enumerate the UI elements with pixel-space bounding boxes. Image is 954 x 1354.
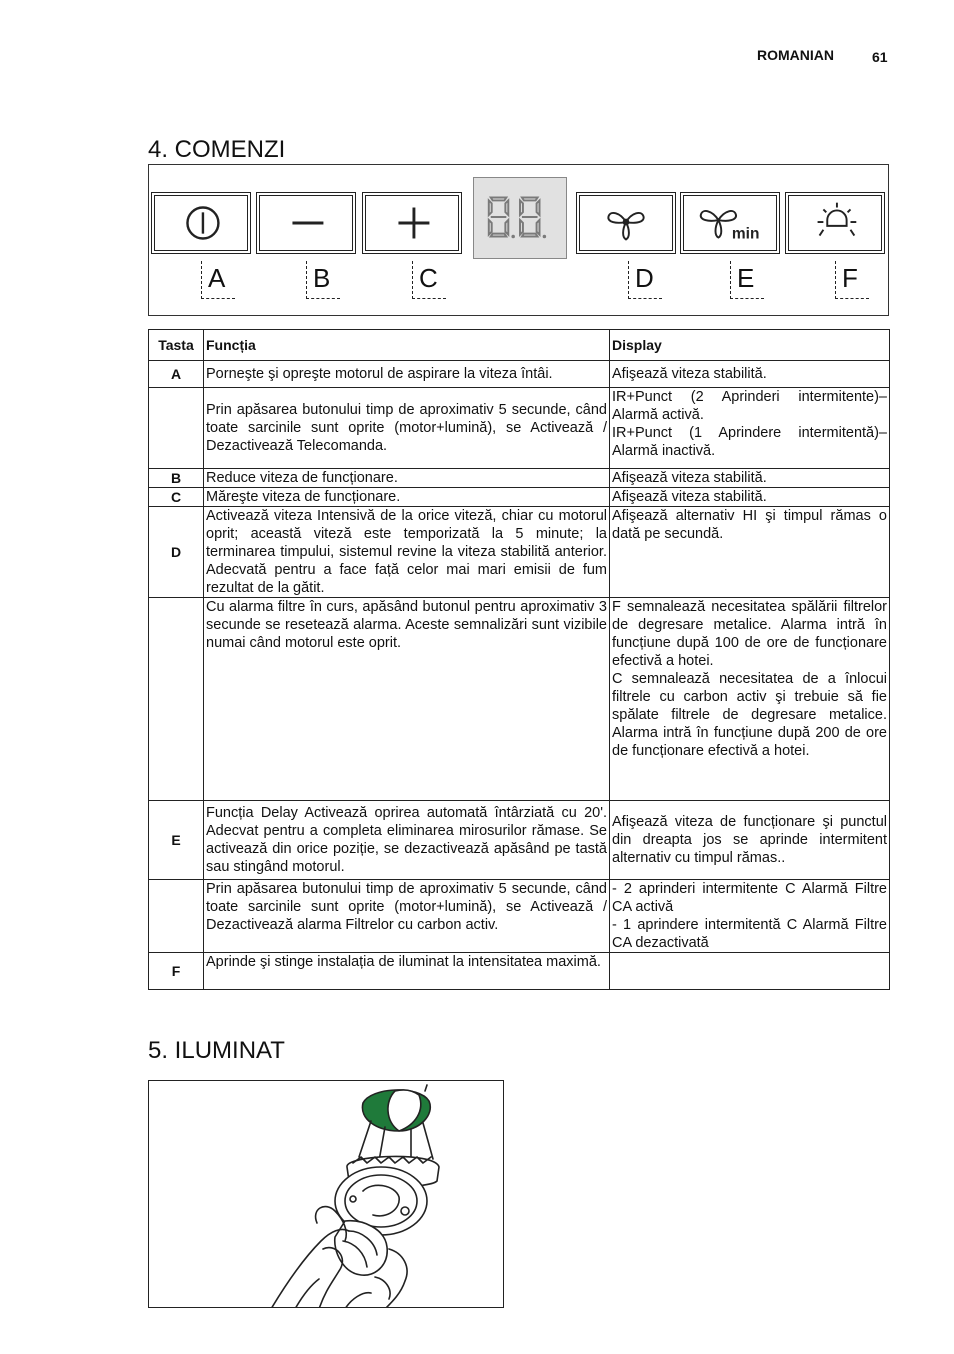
key-c-plus [362, 192, 462, 254]
page-number: 61 [872, 49, 888, 65]
row-key: E [149, 801, 204, 880]
table-header-row [149, 330, 890, 361]
row-display: Afişează viteza stabilită. [610, 488, 890, 507]
fan-min-icon [681, 193, 779, 253]
fan-min-text: min [731, 225, 760, 243]
key-f-light [785, 192, 885, 254]
table-row [149, 507, 890, 598]
table-row [149, 361, 890, 388]
section-title-iluminat: 5. ILUMINAT [148, 1037, 285, 1064]
row-key: A [149, 361, 204, 388]
bulb-hand-drawing [149, 1081, 504, 1308]
key-label-b: B [306, 261, 340, 299]
row-display: Afişează viteza stabilită. [610, 361, 890, 388]
light-icon [786, 193, 884, 253]
row-key [149, 880, 204, 953]
table-row [149, 388, 890, 469]
minus-icon [257, 193, 355, 253]
row-display: Afişează alternativ HI şi timpul rămas o dată pe secundă. [610, 507, 890, 598]
table-row [149, 488, 890, 507]
key-label-a: A [201, 261, 235, 299]
lamp-replacement-illustration [148, 1080, 504, 1308]
power-icon [152, 193, 250, 253]
row-display: - 2 aprinderi intermitente C Alarmă Filtre CA activă - 1 aprindere intermitentă C Alarmă Filtre CA dezactivată [610, 880, 890, 953]
row-key: C [149, 488, 204, 507]
header-key: Tasta [149, 330, 204, 361]
key-label-c: C [412, 261, 446, 299]
row-function: Reduce viteza de funcționare. [204, 469, 610, 488]
row-display: Afişează viteza stabilită. [610, 469, 890, 488]
row-key: B [149, 469, 204, 488]
key-e-fan-min [680, 192, 780, 254]
header-display: Display [610, 330, 890, 361]
row-display: IR+Punct (2 Aprinderi intermitente)– Alarmă activă. IR+Punct (1 Aprindere intermitentă)– Alarmă inactivă. [610, 388, 890, 469]
table-row [149, 469, 890, 488]
row-function: Prin apăsarea butonului timp de aproximativ 5 secunde, când toate sarcinile sunt oprite (motor+lumină), se Activează / Dezactivează alarma Filtrelor cu carbon activ. [204, 880, 610, 953]
key-d-fan [576, 192, 676, 254]
control-panel-diagram [148, 164, 889, 316]
seven-segment-display [473, 177, 567, 259]
key-label-e: E [730, 261, 764, 299]
key-b-minus [256, 192, 356, 254]
row-key: D [149, 507, 204, 598]
row-function: Aprinde şi stinge instalația de iluminat la intensitatea maximă. [204, 953, 610, 990]
table-row [149, 953, 890, 990]
display-readout [474, 178, 566, 258]
controls-table [148, 329, 890, 990]
header-function: Funcția [204, 330, 610, 361]
key-label-d: D [628, 261, 662, 299]
table-row [149, 880, 890, 953]
key-label-f: F [835, 261, 869, 299]
fan-icon [577, 193, 675, 253]
row-key [149, 598, 204, 801]
row-key: F [149, 953, 204, 990]
table-row [149, 801, 890, 880]
row-function: Funcția Delay Activează oprirea automată întârziată cu 20'. Adecvat pentru a completa eliminarea mirosurilor rămase. Se activează din orice poziție, se dezactivează apăsând pe tastă sau stingând motorul. [204, 801, 610, 880]
row-display: Afişează viteza de funcționare şi punctul din dreapta jos se aprinde intermitent alternativ cu timpul rămas.. [610, 801, 890, 880]
row-function: Porneşte şi opreşte motorul de aspirare la viteza întâi. [204, 361, 610, 388]
plus-icon [363, 193, 461, 253]
key-a-power [151, 192, 251, 254]
row-key [149, 388, 204, 469]
row-function: Prin apăsarea butonului timp de aproximativ 5 secunde, când toate sarcinile sunt oprite (motor+lumină), se Activează / Dezactivează Telecomanda. [204, 388, 610, 469]
row-function: Măreşte viteza de funcționare. [204, 488, 610, 507]
section-title-comenzi: 4. COMENZI [148, 136, 286, 163]
row-display [610, 953, 890, 990]
row-function: Cu alarma filtre în curs, apăsând butonul pentru aproximativ 3 secunde se resetează alarma. Aceste semnalizări sunt vizibile numai când motorul este oprit. [204, 598, 610, 801]
table-row [149, 598, 890, 801]
row-display: F semnalează necesitatea spălării filtrelor de degresare metalice. Alarma intră în funcțiune după 100 de ore de funcționare efectivă a hotei. C semnalează necesitatea de a înlocui filtrele cu carbon activ şi trebuie să fie spălate filtrele de degresare metalice. Alarma intră în funcțiune după 200 de ore de funcționare efectivă a hotei. [610, 598, 890, 801]
row-function: Activează viteza Intensivă de la orice viteză, chiar cu motorul oprit; această viteză este temporizată la 5 minute; la terminarea timpului, sistemul revine la viteza stabilită anterior. Adecvată pentru a face față celor mai mari emisii de fum rezultat de la gătit. [204, 507, 610, 598]
header-language: ROMANIAN [757, 47, 834, 63]
